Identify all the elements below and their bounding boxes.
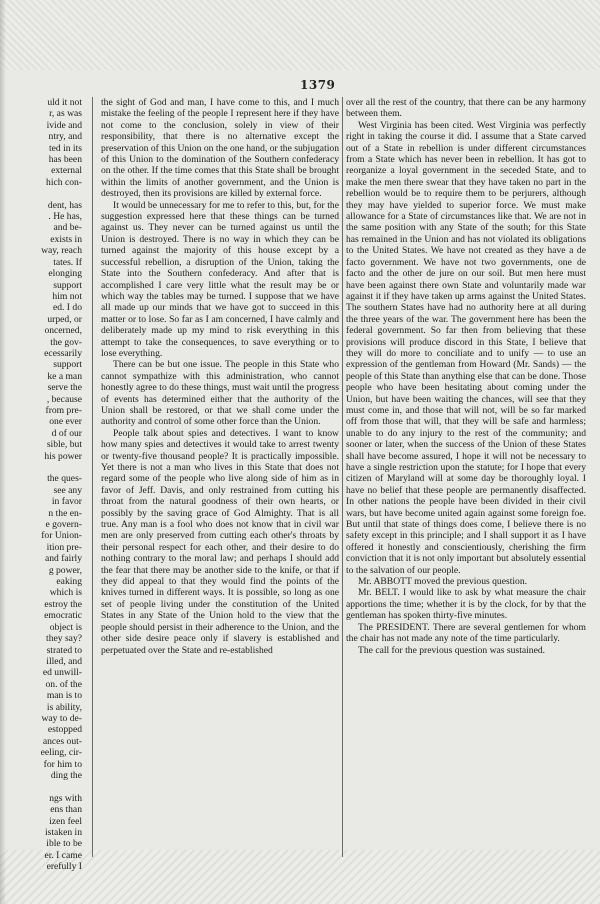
left-column-line: which is	[49, 587, 82, 599]
left-column-line: strated to	[46, 644, 82, 656]
left-column-line: has been	[48, 154, 82, 166]
left-column-line: illed, and	[46, 655, 82, 667]
middle-column-paragraph: People talk about spies and detectives. I want to know how many spies and detectives it would take to arrest twenty or twenty-five thousand people? It is practically impossible. Yet there is not a man who lives in this State that does not regard some of the people who live along side of him as in favor of Jeff. Davis, and only restrained from cutting his throat from the natural goodness of their own hearts, or possibly by the saving grace of God Almighty. That is all true. Any man is a fool who does not know that in civil war men are only preserved from cutting each other's throats by their personal respect for each other, and their desire to do nothing contrary to the moral law; and perhaps I should add the fear that there may be another side to the knife, or that if they did appeal to that they would find the points of the knives turned in different ways. It is possible, so long as one set of people living under the constitution of the United States in any State of the Union hold to the view that the people should persist in their adherence to the Union, and the other side desire peace only if slavery is established and perpetuated over the State and re-established	[101, 427, 339, 656]
left-column-line	[0, 462, 82, 473]
left-column-line: man is to	[46, 690, 82, 702]
left-column-line: estroy the	[44, 598, 82, 610]
left-column-line: exists in	[50, 233, 82, 245]
left-column-line: urped, or	[47, 313, 82, 325]
left-column-line: serve the	[47, 382, 82, 394]
left-column-line: for him to	[43, 758, 82, 770]
left-column-line: n the en-	[48, 507, 82, 519]
left-column-line: tates. If	[53, 256, 82, 268]
left-column-line: the ques-	[47, 473, 82, 485]
scan-noise-top	[0, 0, 600, 70]
left-column-line	[0, 188, 82, 199]
left-column-line: and be-	[53, 222, 82, 234]
left-column-line: ed. I do	[52, 302, 82, 314]
left-column-line: ible to be	[46, 838, 82, 850]
left-column-line: uld it not	[47, 97, 82, 108]
left-column-line	[0, 781, 82, 792]
right-column-paragraph: The PRESIDENT. There are several gentlemen for whom the chair has not made any note of the time particularly.	[346, 621, 586, 645]
column-rule-left	[92, 97, 93, 857]
left-column-line: ngs with	[49, 792, 82, 804]
left-column-line: him not	[52, 290, 82, 302]
left-column-line: ke a man	[47, 370, 82, 382]
left-column-line: for Union-	[41, 530, 82, 542]
left-column-line: , because	[46, 393, 82, 405]
left-column-line: external	[51, 165, 82, 177]
middle-column-paragraph: It would be unnecessary for me to refer to this, but, for the suggestion expressed here that these things can be turned against us. They never can be turned against us until the Union is destroyed. There is no way in which they can be turned against the majority of this house except by a successful rebellion, a disruption of the Union, taking the State into the Southern confederacy. And after that is accomplished I care very little what the result may be or which way the tables may be turned. I suppose that we have all made up our minds that we have got to succeed in this matter or to lose. So far as I am concerned, I have calmly and deliberately made up my mind to risk everything in this attempt to take the consequences, to save everything or to lose everything.	[101, 199, 339, 359]
right-column-paragraph: Mr. BELT. I would like to ask by what measure the chair apportions the time; whether it is by the clock, for by that the gentleman has spoken thirty-five minutes.	[346, 587, 586, 622]
left-column-line: ed unwill-	[42, 667, 82, 679]
left-column-line: sible, but	[46, 439, 82, 451]
left-column-line: way, reach	[41, 245, 82, 257]
left-column-line: eeling, cir-	[40, 747, 82, 759]
right-column-paragraph: over all the rest of the country, that there can be any harmony between them.	[346, 97, 586, 120]
left-column-line: e govern-	[45, 519, 82, 531]
left-column-line: d of our	[51, 427, 82, 439]
left-column-line: the gov-	[50, 336, 82, 348]
left-column-line: they say?	[46, 633, 82, 645]
left-column-line: dent, has	[47, 199, 82, 211]
left-column-line: one ever	[49, 416, 82, 428]
right-column-paragraph: The call for the previous question was sustained.	[358, 644, 546, 656]
left-column-line: see any	[53, 484, 82, 496]
left-column-line: g power,	[48, 564, 82, 576]
left-column-line: ntry, and	[48, 131, 82, 143]
left-column-line: hich con-	[46, 176, 82, 188]
left-column-line: er. I came	[44, 849, 82, 861]
column-rule-right	[342, 97, 343, 857]
left-column-fragment	[0, 97, 82, 873]
left-column-line: estopped	[47, 724, 82, 736]
right-column-paragraph: Mr. ABBOTT moved the previous question.	[358, 576, 528, 588]
left-column-line: istaken in	[44, 827, 82, 838]
left-column-line: is ability,	[46, 701, 82, 713]
left-column-line: oncerned,	[44, 325, 82, 337]
left-column-line: his power	[44, 450, 82, 462]
middle-column-paragraph: the sight of God and man, I have come to this, and I much mistake the feeling of the people I represent here if they have not come to the conclusion, solely in view of their responsibility, that there is no alternative except the preservation of this Union on the one hand, or the subjugation of this Union to the domination of the Southern confederacy on the other. If the time comes that this State shall be brought within the limits of another government, and the Union is destroyed, then its provisions are killed by external force.	[101, 97, 339, 200]
left-column-line: on. of the	[45, 678, 82, 690]
left-column-line: r, as was	[49, 108, 82, 120]
left-column-line: elonging	[48, 268, 82, 280]
left-column-line: ens than	[50, 804, 82, 816]
left-column-line: ances out-	[42, 735, 82, 747]
left-column-line: support	[53, 279, 82, 291]
right-column-paragraph: West Virginia has been cited. West Virginia was perfectly right in taking the course it did. I assume that a State carved out of a State in rebellion is under different circumstances from a State which has never been in rebellion. It has got to reorganize a loyal government in the seceded State, and to make the men there swear that they have taken no part in the rebellion would be to require them to be perjurers, although they may have yielded to superior force. We must make allowance for a State of circumstances like that. We are not in the same position with any State of the south; for this State has remained in the Union and has not violated its obligations to the United States. We have not created as they have a de facto government. We have not two governments, one de facto and the other de jure on our soil. But men here must have been against there own State and voluntarily made war against it if they have taken up arms against the United States. The southern States have had no authority here at all during the three years of the war. The government here has been the federal government. So far then from believing that these provisions will produce discord in this State, I believe that they will do more to conciliate and to unify — to use an expression of the gentleman from Howard (Mr. Sands) — the people of this State than anything else that can be done. Those people who have been hesitating about coming under the Union, but have been waiting the chances, will see that they must come in, and those that will not, will be so far marked off from those that will, that they will be safe and harmless; unable to do any injury to the rest of the community; and sooner or later, when the success of the Union of these States shall have become assured, I hope it will not be necessary to have a single restriction upon the statute; for I hope that every citizen of Maryland will at some day be thoroughly loyal. I have no belief that these people are permanently disaffected. In other nations the people have been divided in their civil wars, but have become united again against some foreign foe. But until that state of things does come, I believe there is no safety except in this principle; and I shall support it as I have offered it honestly and conscientiously, cherishing the firm conviction that it is not only important but absolutely essential to the salvation of our people.	[346, 119, 586, 576]
left-column-line: eaking	[56, 576, 82, 588]
left-column-line: ivide and	[46, 119, 82, 131]
page-number: 1379	[300, 78, 336, 92]
left-column-line: and fairly	[44, 553, 82, 565]
left-column-line: support	[53, 359, 82, 371]
middle-column-paragraph: There can be but one issue. The people in this State who cannot sympathize with this administration, who cannot honestly agree to do these things, must wait until the progress of events has determined either that the authority of the Union shall be restored, or that we shall come under the authority and control of some other force than the Union.	[101, 359, 339, 428]
left-column-line: ecessarily	[44, 347, 82, 359]
left-column-line: object is	[49, 621, 82, 633]
left-column-line: way to de-	[41, 712, 82, 724]
left-column-line: ition pre-	[46, 541, 82, 553]
left-column-line: erefully I	[46, 861, 82, 873]
left-column-line: from pre-	[45, 404, 82, 416]
left-column-line: ding the	[50, 769, 82, 781]
left-column-line: . He has,	[48, 211, 82, 223]
left-column-line: izen feel	[49, 815, 82, 827]
left-column-line: emocratic	[44, 610, 82, 622]
middle-column	[101, 97, 339, 897]
left-column-line: ted in its	[48, 142, 82, 154]
left-column-line: in favor	[51, 496, 82, 508]
right-column	[346, 97, 586, 897]
